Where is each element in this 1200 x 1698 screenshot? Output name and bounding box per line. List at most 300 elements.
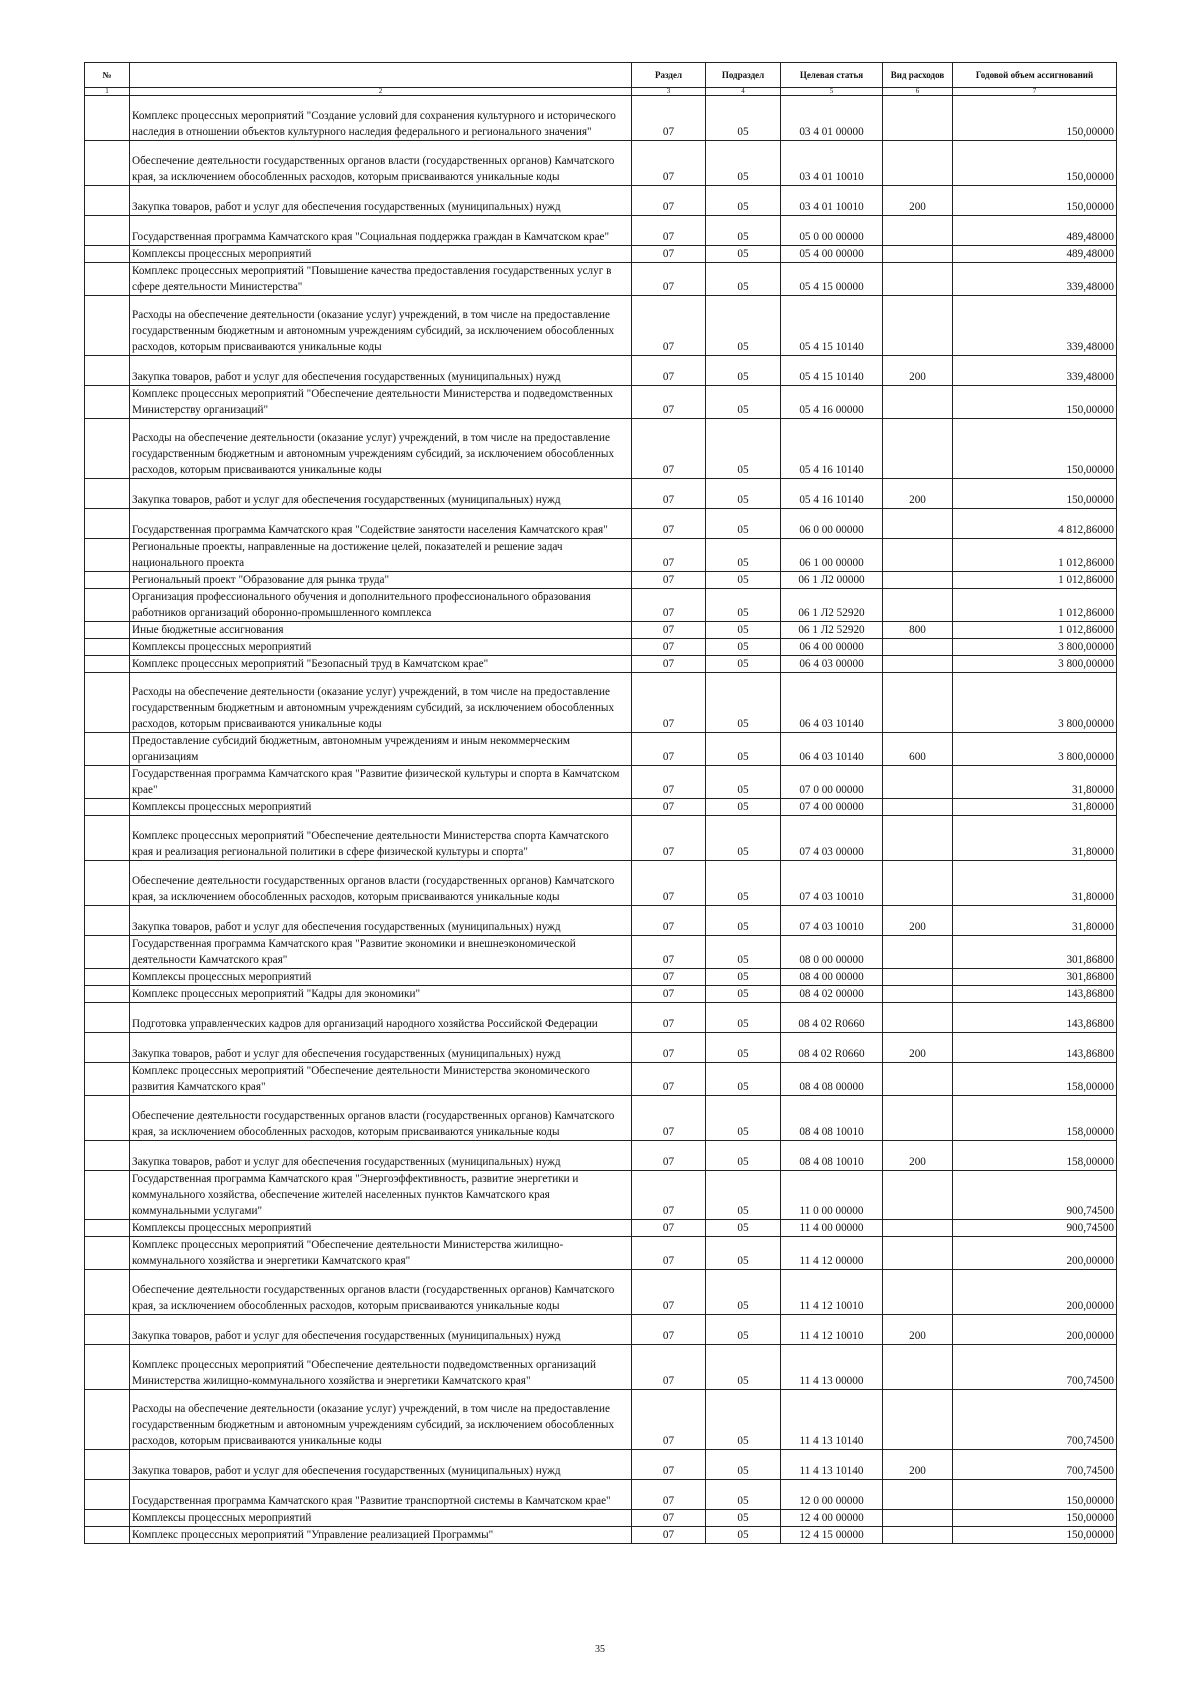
row-podrazdel-cell: 05 <box>706 186 781 216</box>
row-amount-cell: 143,86800 <box>953 1003 1117 1033</box>
row-name-cell: Комплекс процессных мероприятий "Обеспечение деятельности Министерства спорта Камчатского края и реализация региональной политики в сфере физической культуры и спорта" <box>130 816 632 861</box>
row-podrazdel-cell: 05 <box>706 656 781 673</box>
row-target-cell: 08 4 02 R0660 <box>781 1033 883 1063</box>
row-amount-cell: 1 012,86000 <box>953 539 1117 572</box>
row-vid-cell <box>883 1480 953 1510</box>
row-vid-cell: 600 <box>883 733 953 766</box>
row-target-cell: 08 4 08 10010 <box>781 1096 883 1141</box>
row-number-cell <box>85 509 130 539</box>
row-amount-cell: 31,80000 <box>953 816 1117 861</box>
row-name-cell: Государственная программа Камчатского края "Развитие физической культуры и спорта в Камчатском крае" <box>130 766 632 799</box>
row-target-cell: 06 4 03 00000 <box>781 656 883 673</box>
row-target-cell: 06 4 03 10140 <box>781 733 883 766</box>
page-number: 35 <box>595 1644 605 1655</box>
row-vid-cell <box>883 656 953 673</box>
row-razdel-cell: 07 <box>632 861 706 906</box>
table-row <box>85 656 1117 673</box>
table-row <box>85 386 1117 419</box>
row-target-cell: 06 1 Л2 52920 <box>781 589 883 622</box>
row-amount-cell: 31,80000 <box>953 906 1117 936</box>
row-name-cell: Расходы на обеспечение деятельности (оказание услуг) учреждений, в том числе на предоставление государственным бюджетным и автономным учреждениям субсидий, за исключением обособленных расходов, которым присваиваются уникальные коды <box>130 296 632 356</box>
row-razdel-cell: 07 <box>632 386 706 419</box>
row-vid-cell <box>883 766 953 799</box>
row-name-cell: Комплексы процессных мероприятий <box>130 799 632 816</box>
row-amount-cell: 31,80000 <box>953 766 1117 799</box>
row-number-cell <box>85 1480 130 1510</box>
row-target-cell: 08 4 08 00000 <box>781 1063 883 1096</box>
row-podrazdel-cell: 05 <box>706 1527 781 1544</box>
row-podrazdel-cell: 05 <box>706 986 781 1003</box>
table-row <box>85 1003 1117 1033</box>
row-name-cell: Закупка товаров, работ и услуг для обеспечения государственных (муниципальных) нужд <box>130 1315 632 1345</box>
table-row <box>85 1480 1117 1510</box>
row-name-cell: Закупка товаров, работ и услуг для обеспечения государственных (муниципальных) нужд <box>130 1141 632 1171</box>
row-razdel-cell: 07 <box>632 1527 706 1544</box>
row-target-cell: 07 0 00 00000 <box>781 766 883 799</box>
row-name-cell: Государственная программа Камчатского края "Социальная поддержка граждан в Камчатском крае" <box>130 216 632 246</box>
col-number-5: 5 <box>781 88 883 96</box>
row-number-cell <box>85 639 130 656</box>
row-number-cell <box>85 1096 130 1141</box>
row-target-cell: 07 4 03 10010 <box>781 906 883 936</box>
row-number-cell <box>85 216 130 246</box>
row-amount-cell: 158,00000 <box>953 1096 1117 1141</box>
row-target-cell: 12 4 15 00000 <box>781 1527 883 1544</box>
row-vid-cell: 200 <box>883 186 953 216</box>
row-amount-cell: 489,48000 <box>953 216 1117 246</box>
row-name-cell: Организация профессионального обучения и дополнительного профессионального образования работников организаций оборонно-промышленного комплекса <box>130 589 632 622</box>
row-number-cell <box>85 1345 130 1390</box>
row-podrazdel-cell: 05 <box>706 622 781 639</box>
budget-sheet <box>84 62 1117 1544</box>
row-number-cell <box>85 766 130 799</box>
row-razdel-cell: 07 <box>632 572 706 589</box>
row-number-cell <box>85 1033 130 1063</box>
row-vid-cell <box>883 673 953 733</box>
row-razdel-cell: 07 <box>632 1063 706 1096</box>
row-vid-cell <box>883 861 953 906</box>
column-number-row <box>85 88 1117 96</box>
row-number-cell <box>85 1527 130 1544</box>
table-row <box>85 1220 1117 1237</box>
header-vid: Вид расходов <box>883 63 953 88</box>
row-target-cell: 11 4 12 00000 <box>781 1237 883 1270</box>
row-amount-cell: 200,00000 <box>953 1237 1117 1270</box>
table-row <box>85 1171 1117 1220</box>
row-razdel-cell: 07 <box>632 589 706 622</box>
row-razdel-cell: 07 <box>632 656 706 673</box>
row-podrazdel-cell: 05 <box>706 509 781 539</box>
row-vid-cell <box>883 1390 953 1450</box>
table-row <box>85 1345 1117 1390</box>
row-target-cell: 05 4 15 10140 <box>781 356 883 386</box>
table-row <box>85 1141 1117 1171</box>
table-row <box>85 1063 1117 1096</box>
row-name-cell: Предоставление субсидий бюджетным, автономным учреждениям и иным некоммерческим организациям <box>130 733 632 766</box>
row-name-cell: Обеспечение деятельности государственных органов власти (государственных органов) Камчатского края, за исключением обособленных расходов, которым присваиваются уникальные коды <box>130 1096 632 1141</box>
row-name-cell: Обеспечение деятельности государственных органов власти (государственных органов) Камчатского края, за исключением обособленных расходов, которым присваиваются уникальные коды <box>130 141 632 186</box>
row-number-cell <box>85 1171 130 1220</box>
table-row <box>85 296 1117 356</box>
row-podrazdel-cell: 05 <box>706 356 781 386</box>
row-number-cell <box>85 1141 130 1171</box>
row-vid-cell <box>883 539 953 572</box>
table-row <box>85 816 1117 861</box>
row-name-cell: Комплекс процессных мероприятий "Обеспечение деятельности Министерства экономического развития Камчатского края" <box>130 1063 632 1096</box>
row-razdel-cell: 07 <box>632 986 706 1003</box>
row-name-cell: Комплекс процессных мероприятий "Кадры для экономики" <box>130 986 632 1003</box>
row-podrazdel-cell: 05 <box>706 386 781 419</box>
row-target-cell: 11 4 00 00000 <box>781 1220 883 1237</box>
row-target-cell: 08 4 02 R0660 <box>781 1003 883 1033</box>
table-row <box>85 1527 1117 1544</box>
row-number-cell <box>85 906 130 936</box>
row-amount-cell: 900,74500 <box>953 1220 1117 1237</box>
row-name-cell: Комплексы процессных мероприятий <box>130 1510 632 1527</box>
row-razdel-cell: 07 <box>632 969 706 986</box>
row-podrazdel-cell: 05 <box>706 936 781 969</box>
row-name-cell: Закупка товаров, работ и услуг для обеспечения государственных (муниципальных) нужд <box>130 356 632 386</box>
row-number-cell <box>85 1510 130 1527</box>
row-amount-cell: 3 800,00000 <box>953 639 1117 656</box>
row-vid-cell <box>883 799 953 816</box>
row-amount-cell: 3 800,00000 <box>953 656 1117 673</box>
table-row <box>85 622 1117 639</box>
row-vid-cell <box>883 263 953 296</box>
row-amount-cell: 3 800,00000 <box>953 733 1117 766</box>
row-amount-cell: 143,86800 <box>953 1033 1117 1063</box>
row-vid-cell <box>883 216 953 246</box>
header-amount: Годовой объем ассигнований <box>953 63 1117 88</box>
row-number-cell <box>85 479 130 509</box>
row-vid-cell <box>883 96 953 141</box>
table-row <box>85 216 1117 246</box>
table-row <box>85 246 1117 263</box>
header-podrazdel: Подраздел <box>706 63 781 88</box>
row-podrazdel-cell: 05 <box>706 1345 781 1390</box>
row-podrazdel-cell: 05 <box>706 799 781 816</box>
row-name-cell: Закупка товаров, работ и услуг для обеспечения государственных (муниципальных) нужд <box>130 479 632 509</box>
row-vid-cell: 200 <box>883 1141 953 1171</box>
row-razdel-cell: 07 <box>632 1141 706 1171</box>
table-row <box>85 186 1117 216</box>
row-name-cell: Комплексы процессных мероприятий <box>130 1220 632 1237</box>
row-name-cell: Подготовка управленческих кадров для организаций народного хозяйства Российской Федерации <box>130 1003 632 1033</box>
row-target-cell: 11 4 13 10140 <box>781 1390 883 1450</box>
row-razdel-cell: 07 <box>632 733 706 766</box>
row-target-cell: 06 4 00 00000 <box>781 639 883 656</box>
row-number-cell <box>85 356 130 386</box>
row-amount-cell: 158,00000 <box>953 1063 1117 1096</box>
row-number-cell <box>85 1220 130 1237</box>
row-podrazdel-cell: 05 <box>706 572 781 589</box>
row-vid-cell <box>883 509 953 539</box>
row-number-cell <box>85 419 130 479</box>
row-target-cell: 03 4 01 00000 <box>781 96 883 141</box>
row-razdel-cell: 07 <box>632 479 706 509</box>
row-razdel-cell: 07 <box>632 816 706 861</box>
row-vid-cell: 800 <box>883 622 953 639</box>
row-name-cell: Закупка товаров, работ и услуг для обеспечения государственных (муниципальных) нужд <box>130 1450 632 1480</box>
row-name-cell: Государственная программа Камчатского края "Развитие транспортной системы в Камчатском крае" <box>130 1480 632 1510</box>
row-podrazdel-cell: 05 <box>706 216 781 246</box>
row-podrazdel-cell: 05 <box>706 589 781 622</box>
row-vid-cell <box>883 419 953 479</box>
row-target-cell: 03 4 01 10010 <box>781 141 883 186</box>
row-podrazdel-cell: 05 <box>706 419 781 479</box>
table-row <box>85 479 1117 509</box>
table-row <box>85 673 1117 733</box>
row-number-cell <box>85 386 130 419</box>
row-amount-cell: 900,74500 <box>953 1171 1117 1220</box>
table-row <box>85 1450 1117 1480</box>
row-number-cell <box>85 141 130 186</box>
row-amount-cell: 700,74500 <box>953 1390 1117 1450</box>
table-row <box>85 539 1117 572</box>
table-row <box>85 936 1117 969</box>
row-podrazdel-cell: 05 <box>706 1480 781 1510</box>
row-vid-cell <box>883 1270 953 1315</box>
row-razdel-cell: 07 <box>632 186 706 216</box>
row-number-cell <box>85 263 130 296</box>
table-header-row <box>85 63 1117 88</box>
row-name-cell: Расходы на обеспечение деятельности (оказание услуг) учреждений, в том числе на предоставление государственным бюджетным и автономным учреждениям субсидий, за исключением обособленных расходов, которым присваиваются уникальные коды <box>130 419 632 479</box>
table-row <box>85 589 1117 622</box>
row-amount-cell: 339,48000 <box>953 356 1117 386</box>
row-razdel-cell: 07 <box>632 1003 706 1033</box>
row-podrazdel-cell: 05 <box>706 1450 781 1480</box>
row-target-cell: 08 4 00 00000 <box>781 969 883 986</box>
row-amount-cell: 158,00000 <box>953 1141 1117 1171</box>
row-razdel-cell: 07 <box>632 246 706 263</box>
row-name-cell: Государственная программа Камчатского края "Содействие занятости населения Камчатского края" <box>130 509 632 539</box>
row-amount-cell: 150,00000 <box>953 419 1117 479</box>
table-row <box>85 906 1117 936</box>
row-razdel-cell: 07 <box>632 1237 706 1270</box>
table-row <box>85 986 1117 1003</box>
row-target-cell: 07 4 03 00000 <box>781 816 883 861</box>
row-razdel-cell: 07 <box>632 539 706 572</box>
row-razdel-cell: 07 <box>632 356 706 386</box>
row-number-cell <box>85 969 130 986</box>
row-amount-cell: 700,74500 <box>953 1345 1117 1390</box>
row-target-cell: 11 4 13 00000 <box>781 1345 883 1390</box>
col-number-3: 3 <box>632 88 706 96</box>
table-row <box>85 799 1117 816</box>
row-target-cell: 11 4 13 10140 <box>781 1450 883 1480</box>
row-razdel-cell: 07 <box>632 1510 706 1527</box>
row-amount-cell: 200,00000 <box>953 1270 1117 1315</box>
row-vid-cell <box>883 589 953 622</box>
col-number-6: 6 <box>883 88 953 96</box>
row-name-cell: Расходы на обеспечение деятельности (оказание услуг) учреждений, в том числе на предоставление государственным бюджетным и автономным учреждениям субсидий, за исключением обособленных расходов, которым присваиваются уникальные коды <box>130 673 632 733</box>
row-name-cell: Обеспечение деятельности государственных органов власти (государственных органов) Камчатского края, за исключением обособленных расходов, которым присваиваются уникальные коды <box>130 861 632 906</box>
row-amount-cell: 3 800,00000 <box>953 673 1117 733</box>
table-row <box>85 509 1117 539</box>
row-number-cell <box>85 572 130 589</box>
col-number-2: 2 <box>130 88 632 96</box>
row-amount-cell: 150,00000 <box>953 1480 1117 1510</box>
row-podrazdel-cell: 05 <box>706 1171 781 1220</box>
row-podrazdel-cell: 05 <box>706 1220 781 1237</box>
row-target-cell: 05 4 16 10140 <box>781 479 883 509</box>
row-target-cell: 07 4 00 00000 <box>781 799 883 816</box>
row-amount-cell: 150,00000 <box>953 1510 1117 1527</box>
row-number-cell <box>85 246 130 263</box>
table-row <box>85 141 1117 186</box>
row-vid-cell <box>883 936 953 969</box>
row-podrazdel-cell: 05 <box>706 1141 781 1171</box>
row-vid-cell <box>883 386 953 419</box>
row-name-cell: Региональный проект "Образование для рынка труда" <box>130 572 632 589</box>
row-target-cell: 11 0 00 00000 <box>781 1171 883 1220</box>
row-razdel-cell: 07 <box>632 96 706 141</box>
table-row <box>85 766 1117 799</box>
row-razdel-cell: 07 <box>632 296 706 356</box>
row-target-cell: 06 0 00 00000 <box>781 509 883 539</box>
table-row <box>85 96 1117 141</box>
row-number-cell <box>85 539 130 572</box>
row-name-cell: Расходы на обеспечение деятельности (оказание услуг) учреждений, в том числе на предоставление государственным бюджетным и автономным учреждениям субсидий, за исключением обособленных расходов, которым присваиваются уникальные коды <box>130 1390 632 1450</box>
row-target-cell: 12 4 00 00000 <box>781 1510 883 1527</box>
row-vid-cell <box>883 572 953 589</box>
row-vid-cell: 200 <box>883 479 953 509</box>
row-razdel-cell: 07 <box>632 216 706 246</box>
row-amount-cell: 301,86800 <box>953 969 1117 986</box>
row-vid-cell <box>883 1003 953 1033</box>
row-target-cell: 06 1 Л2 52920 <box>781 622 883 639</box>
row-number-cell <box>85 1390 130 1450</box>
row-razdel-cell: 07 <box>632 622 706 639</box>
row-vid-cell <box>883 816 953 861</box>
row-target-cell: 06 1 00 00000 <box>781 539 883 572</box>
row-razdel-cell: 07 <box>632 906 706 936</box>
row-amount-cell: 700,74500 <box>953 1450 1117 1480</box>
col-number-1: 1 <box>85 88 130 96</box>
row-vid-cell: 200 <box>883 1315 953 1345</box>
row-name-cell: Комплекс процессных мероприятий "Безопасный труд в Камчатском крае" <box>130 656 632 673</box>
row-amount-cell: 489,48000 <box>953 246 1117 263</box>
row-name-cell: Закупка товаров, работ и услуг для обеспечения государственных (муниципальных) нужд <box>130 906 632 936</box>
row-razdel-cell: 07 <box>632 141 706 186</box>
row-name-cell: Государственная программа Камчатского края "Развитие экономики и внешнеэкономической деятельности Камчатского края" <box>130 936 632 969</box>
row-amount-cell: 339,48000 <box>953 296 1117 356</box>
row-target-cell: 08 4 08 10010 <box>781 1141 883 1171</box>
row-razdel-cell: 07 <box>632 1450 706 1480</box>
row-podrazdel-cell: 05 <box>706 1003 781 1033</box>
row-amount-cell: 31,80000 <box>953 799 1117 816</box>
row-podrazdel-cell: 05 <box>706 296 781 356</box>
table-body <box>85 96 1117 1544</box>
row-razdel-cell: 07 <box>632 799 706 816</box>
row-razdel-cell: 07 <box>632 1171 706 1220</box>
row-podrazdel-cell: 05 <box>706 1510 781 1527</box>
row-name-cell: Комплекс процессных мероприятий "Управление реализацией Программы" <box>130 1527 632 1544</box>
row-amount-cell: 150,00000 <box>953 96 1117 141</box>
row-vid-cell: 200 <box>883 1450 953 1480</box>
row-vid-cell <box>883 1220 953 1237</box>
row-number-cell <box>85 96 130 141</box>
row-razdel-cell: 07 <box>632 1270 706 1315</box>
row-podrazdel-cell: 05 <box>706 1033 781 1063</box>
row-name-cell: Комплексы процессных мероприятий <box>130 246 632 263</box>
row-amount-cell: 200,00000 <box>953 1315 1117 1345</box>
table-row <box>85 861 1117 906</box>
row-razdel-cell: 07 <box>632 419 706 479</box>
row-target-cell: 08 4 02 00000 <box>781 986 883 1003</box>
row-podrazdel-cell: 05 <box>706 141 781 186</box>
row-name-cell: Закупка товаров, работ и услуг для обеспечения государственных (муниципальных) нужд <box>130 1033 632 1063</box>
row-target-cell: 05 4 00 00000 <box>781 246 883 263</box>
row-target-cell: 08 0 00 00000 <box>781 936 883 969</box>
row-name-cell: Комплекс процессных мероприятий "Обеспечение деятельности Министерства жилищно-коммунального хозяйства и энергетики Камчатского края" <box>130 1237 632 1270</box>
row-amount-cell: 301,86800 <box>953 936 1117 969</box>
row-amount-cell: 31,80000 <box>953 861 1117 906</box>
row-vid-cell <box>883 969 953 986</box>
row-podrazdel-cell: 05 <box>706 246 781 263</box>
row-number-cell <box>85 296 130 356</box>
row-vid-cell: 200 <box>883 1033 953 1063</box>
row-number-cell <box>85 733 130 766</box>
row-razdel-cell: 07 <box>632 673 706 733</box>
row-amount-cell: 1 012,86000 <box>953 589 1117 622</box>
table-row <box>85 639 1117 656</box>
row-number-cell <box>85 1003 130 1033</box>
row-number-cell <box>85 656 130 673</box>
row-razdel-cell: 07 <box>632 1096 706 1141</box>
table-row <box>85 1270 1117 1315</box>
header-target: Целевая статья <box>781 63 883 88</box>
row-podrazdel-cell: 05 <box>706 539 781 572</box>
row-podrazdel-cell: 05 <box>706 1315 781 1345</box>
table-row <box>85 969 1117 986</box>
row-target-cell: 05 4 16 00000 <box>781 386 883 419</box>
row-podrazdel-cell: 05 <box>706 1270 781 1315</box>
table-row <box>85 1510 1117 1527</box>
header-name <box>130 63 632 88</box>
row-target-cell: 11 4 12 10010 <box>781 1315 883 1345</box>
row-razdel-cell: 07 <box>632 509 706 539</box>
row-podrazdel-cell: 05 <box>706 1063 781 1096</box>
table-row <box>85 356 1117 386</box>
row-number-cell <box>85 986 130 1003</box>
row-vid-cell <box>883 246 953 263</box>
row-number-cell <box>85 1237 130 1270</box>
table-row <box>85 572 1117 589</box>
row-vid-cell: 200 <box>883 356 953 386</box>
table-row <box>85 1315 1117 1345</box>
row-razdel-cell: 07 <box>632 1390 706 1450</box>
row-name-cell: Комплекс процессных мероприятий "Повышение качества предоставления государственных услуг в сфере деятельности Министерства" <box>130 263 632 296</box>
row-target-cell: 12 0 00 00000 <box>781 1480 883 1510</box>
row-razdel-cell: 07 <box>632 1315 706 1345</box>
row-number-cell <box>85 799 130 816</box>
row-razdel-cell: 07 <box>632 1220 706 1237</box>
row-amount-cell: 150,00000 <box>953 386 1117 419</box>
col-number-7: 7 <box>953 88 1117 96</box>
row-vid-cell <box>883 1096 953 1141</box>
row-name-cell: Закупка товаров, работ и услуг для обеспечения государственных (муниципальных) нужд <box>130 186 632 216</box>
row-target-cell: 06 4 03 10140 <box>781 673 883 733</box>
row-name-cell: Комплекс процессных мероприятий "Создание условий для сохранения культурного и исторического наследия в отношении объектов культурного наследия федерального и регионального значения" <box>130 96 632 141</box>
row-vid-cell <box>883 296 953 356</box>
row-name-cell: Государственная программа Камчатского края "Энергоэффективность, развитие энергетики и коммунального хозяйства, обеспечение жителей населенных пунктов Камчатского края коммунальными услугами" <box>130 1171 632 1220</box>
header-num: № <box>85 63 130 88</box>
row-number-cell <box>85 673 130 733</box>
row-podrazdel-cell: 05 <box>706 673 781 733</box>
row-name-cell: Региональные проекты, направленные на достижение целей, показателей и решение задач национального проекта <box>130 539 632 572</box>
row-number-cell <box>85 1315 130 1345</box>
